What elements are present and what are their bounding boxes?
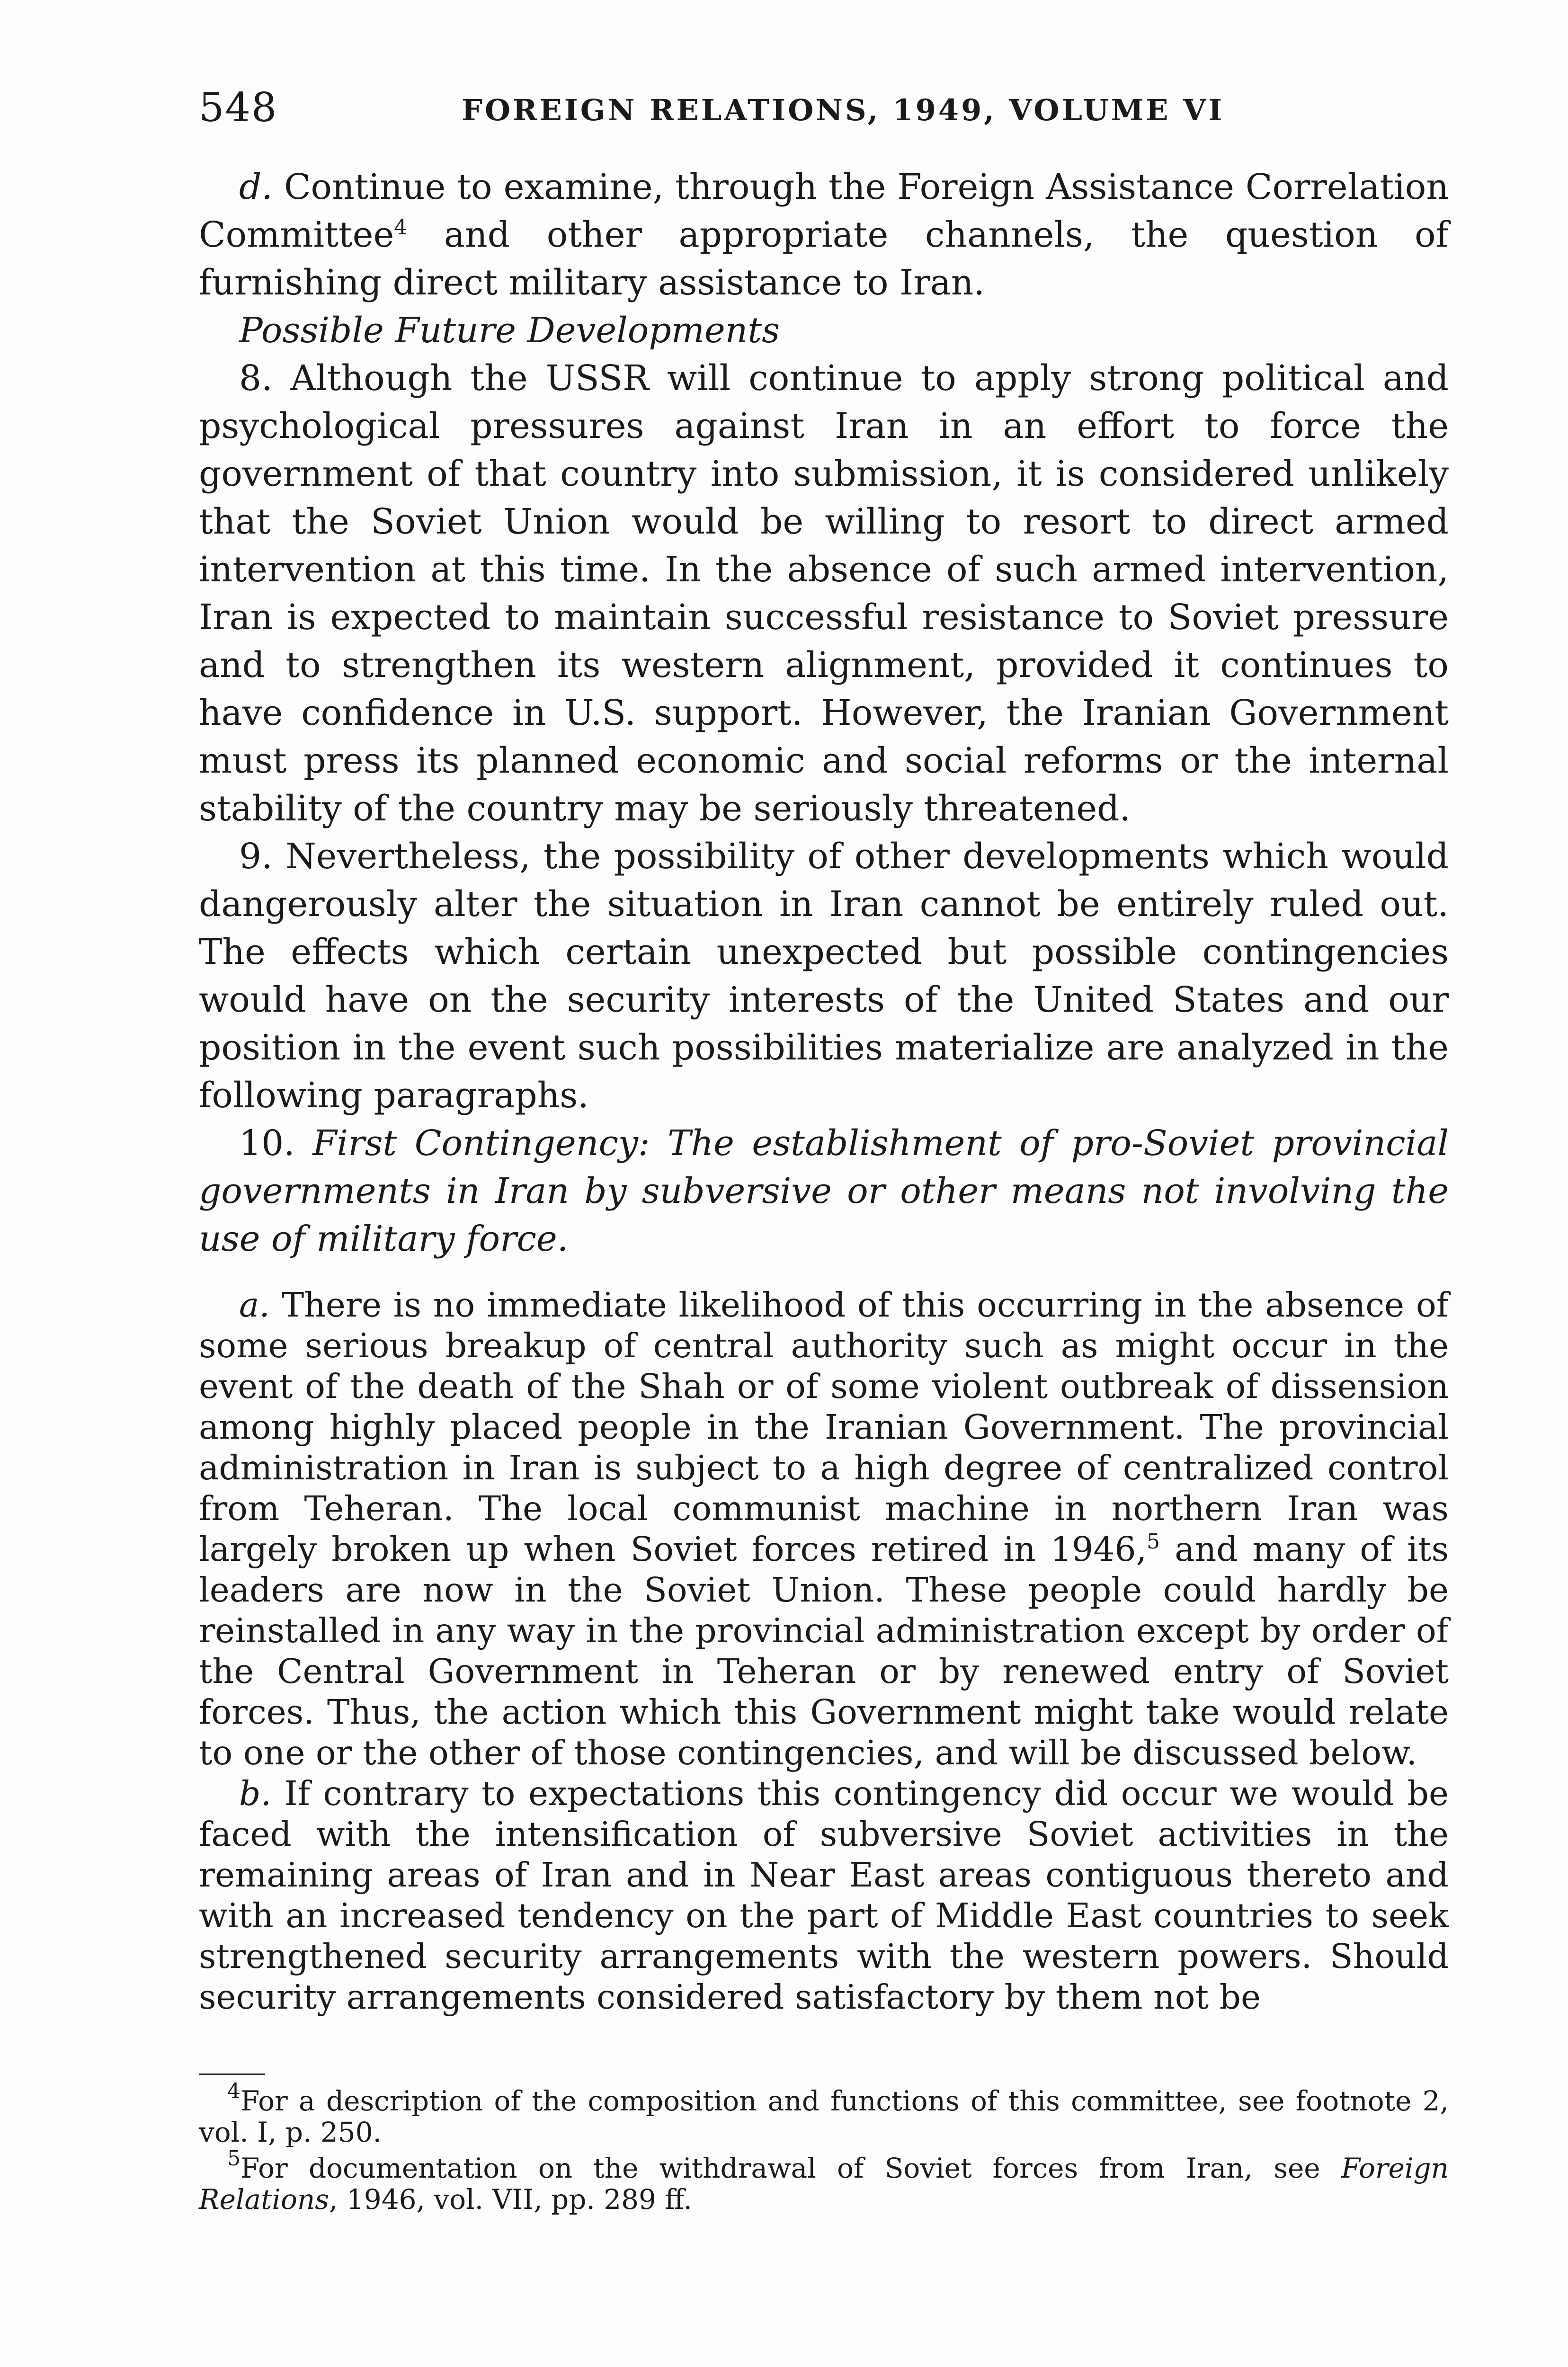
paragraph-a-label: a.: [239, 1285, 270, 1325]
paragraph-a-text-start: There is no immediate likelihood of this occurring in the absence of some serious breakup of central authority such as might occur in the event of the death of the Shah or of some violent outbreak of dissension among highly placed people in the Iranian Government. The provincial administration in Iran is subject to a high degree of centralized control from Teheran. The local communist machine in northern Iran was largely broken up when Soviet forces retired in 1946,: [199, 1285, 1449, 1569]
sub-paragraphs: [199, 1285, 1449, 2018]
footnote-4-mark: 4: [227, 2079, 241, 2103]
running-head: FOREIGN RELATIONS, 1949, VOLUME VI: [462, 93, 1225, 127]
footnote-4: [199, 2079, 1449, 2148]
footnote-ref-4: 4: [394, 215, 408, 240]
paragraph-d-label: d.: [239, 167, 273, 207]
paragraph-8: 8. Although the USSR will continue to apply strong political and psychological pressures against Iran in an effort to force the government of that country into submission, it is considered unlikely that the Soviet Union would be willing to resort to direct armed intervention at this time. In the absence of such armed intervention, Iran is expected to maintain successful resistance to Soviet pressure and to strengthen its western alignment, provided it continues to have confidence in U.S. support. However, the Iranian Government must press its planned economic and social reforms or the internal stability of the country may be seriously threatened.: [199, 358, 1449, 829]
paragraph-b-text: If contrary to expectations this contingency did occur we would be faced with the intensification of subversive Soviet activities in the remaining areas of Iran and in Near East areas contiguous thereto and with an increased tendency on the part of Middle East countries to seek strengthened security arrangements with the western powers. Should security arrangements considered satisfactory by them not be: [199, 1774, 1449, 2017]
footnote-5-text-start: For documentation on the withdrawal of Soviet forces from Iran, see: [241, 2152, 1320, 2184]
paragraph-b: [199, 1773, 1449, 2018]
footnote-5: [199, 2146, 1449, 2216]
paragraph-10-number: 10.: [239, 1123, 295, 1164]
paragraph-a: [199, 1285, 1449, 1773]
footnote-5-mark: 5: [227, 2146, 241, 2171]
footnote-5-italic-title: Foreign Relations: [199, 2152, 1449, 2216]
section-subhead: Possible Future Developments: [239, 310, 780, 351]
paragraph-d-text-end: and other appropriate channels, the question of furnishing direct military assistance to Iran.: [199, 214, 1449, 303]
page-number: 548: [199, 84, 278, 131]
footnotes: [199, 2079, 1449, 2220]
paragraph-d-text-start: Continue to examine, through the Foreign Assistance Correlation Committee: [199, 167, 1449, 255]
footnote-divider: [199, 2073, 265, 2075]
footnote-5-text-end: , 1946, vol. VII, pp. 289 ff.: [329, 2183, 692, 2216]
paragraph-10: [199, 1120, 1449, 1263]
body-text: [199, 163, 1449, 2018]
paragraph-b-label: b.: [239, 1774, 272, 1813]
paragraph-a-text-end: and many of its leaders are now in the Soviet Union. These people could hardly be reinstalled in any way in the provincial administration except by order of the Central Government in Teheran or by renewed entry of Soviet forces. Thus, the action which this Government might take would relate to one or the other of those contingencies, and will be discussed below.: [199, 1530, 1449, 1772]
footnote-ref-5: 5: [1147, 1530, 1160, 1554]
paragraph-d: [199, 163, 1449, 307]
paragraph-10-heading: First Contingency: The establishment of pro-Soviet provincial governments in Iran by subversive or other means not involving the use of military force.: [199, 1123, 1449, 1259]
paragraph-9: 9. Nevertheless, the possibility of other developments which would dangerously alter the situation in Iran cannot be entirely ruled out. The effects which certain unexpected but possible contingencies would have on the security interests of the United States and our position in the event such possibilities materialize are analyzed in the following paragraphs.: [199, 836, 1449, 1116]
page-header: [199, 84, 1449, 136]
footnote-4-text: For a description of the composition and functions of this committee, see footnote 2, vol. I, p. 250.: [199, 2085, 1449, 2148]
